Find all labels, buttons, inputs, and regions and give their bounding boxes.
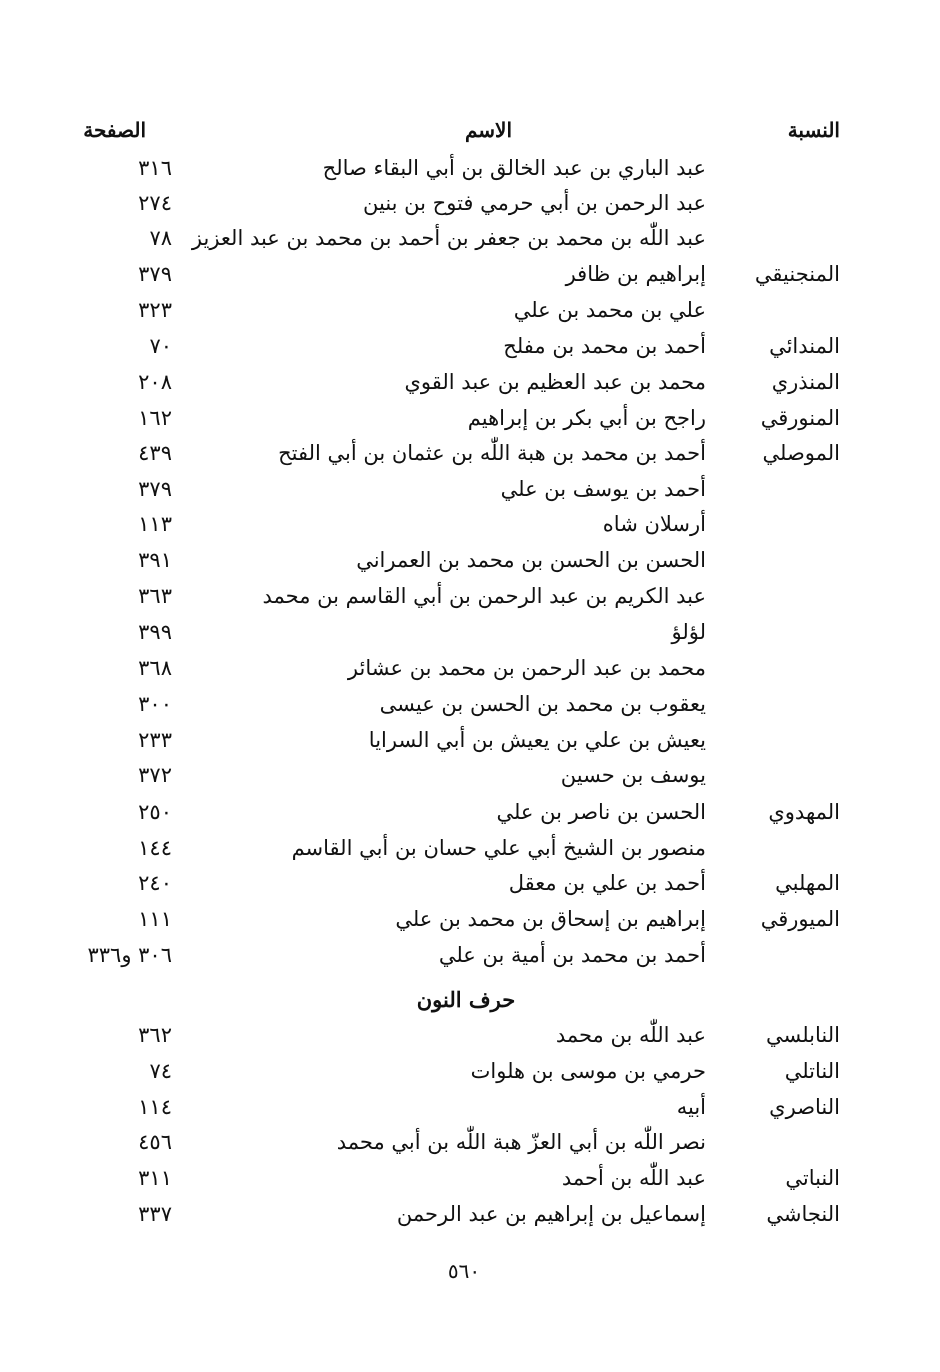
row-name: يوسف بن حسين [560, 763, 706, 787]
table-row [0, 725, 940, 759]
row-page: ٣٠٠ [138, 692, 172, 716]
row-name: إبراهيم بن إسحاق بن محمد بن علي [395, 907, 706, 931]
table-row [0, 1020, 940, 1054]
row-page: ٣٢٣ [138, 298, 172, 322]
row-name: أحمد بن محمد بن أمية بن علي [438, 943, 706, 967]
row-nisba: المنذري [771, 370, 840, 394]
row-page: ١١١ [138, 907, 172, 931]
row-nisba: الموصلي [762, 441, 840, 465]
row-nisba: النباتي [785, 1166, 840, 1190]
table-row [0, 1163, 940, 1197]
header-nisba: النسبة [787, 118, 840, 142]
row-name: محمد بن عبد الرحمن بن محمد بن عشائر [347, 656, 706, 680]
table-row [0, 940, 940, 974]
table-row [0, 259, 940, 293]
table-row [0, 1092, 940, 1126]
table-row [0, 188, 940, 222]
row-name: حرمي بن موسى بن هلوات [470, 1059, 706, 1083]
row-nisba: الناتلي [784, 1059, 840, 1083]
row-name: أحمد بن محمد بن مفلح [503, 334, 706, 358]
row-name: عبد اللّٰه بن أحمد [561, 1166, 706, 1190]
row-page: ٣٣٧ [138, 1202, 172, 1226]
row-name: نصر اللّٰه بن أبي العزّ هبة اللّٰه بن أبي محمد [336, 1130, 706, 1154]
row-name: منصور بن الشيخ أبي علي حسان بن أبي القاسم [291, 836, 706, 860]
row-page: ٣١١ [138, 1166, 172, 1190]
row-name: يعقوب بن محمد بن الحسن بن عيسى [379, 692, 706, 716]
table-row [0, 295, 940, 329]
row-nisba: الناصري [769, 1095, 840, 1119]
row-nisba: المهدوي [768, 800, 840, 824]
row-page: ١٤٤ [138, 836, 172, 860]
row-page: ٣٦٨ [138, 656, 172, 680]
table-row [0, 223, 940, 257]
row-name: الحسن بن الحسن بن محمد بن العمراني [356, 548, 706, 572]
section-title [0, 985, 940, 1015]
row-page: ٤٥٦ [138, 1130, 172, 1154]
row-name: إبراهيم بن ظافر [565, 262, 706, 286]
row-name: الحسن بن ناصر بن علي [496, 800, 706, 824]
row-name: عبد الكريم بن عبد الرحمن بن أبي القاسم بن محمد [262, 584, 706, 608]
row-page: ٢٤٠ [138, 871, 172, 895]
table-row [0, 474, 940, 508]
row-page: ٣٩١ [138, 548, 172, 572]
table-row [0, 1056, 940, 1090]
table-row [0, 904, 940, 938]
table-row [0, 545, 940, 579]
row-page: ١١٣ [138, 512, 172, 536]
row-name: أحمد بن علي بن معقل [508, 871, 706, 895]
header-page: الصفحة [83, 118, 146, 142]
table-row [0, 868, 940, 902]
table-row [0, 1127, 940, 1161]
row-name: يعيش بن علي بن يعيش بن أبي السرايا [368, 728, 706, 752]
row-name: عبد الباري بن عبد الخالق بن أبي البقاء صالح [322, 156, 706, 180]
row-name: عبد اللّٰه بن محمد [555, 1023, 706, 1047]
row-page: ١٦٢ [138, 406, 172, 430]
page-number-text: ٥٦٠ [447, 1259, 481, 1283]
table-row [0, 617, 940, 651]
row-page: ٤٣٩ [138, 441, 172, 465]
row-nisba: المنورقي [760, 406, 840, 430]
row-page: ٣٦٣ [138, 584, 172, 608]
row-name: أرسلان شاه [602, 512, 706, 536]
table-row [0, 797, 940, 831]
table-row [0, 581, 940, 615]
row-nisba: المهلبي [775, 871, 840, 895]
row-name: أبيه [676, 1095, 706, 1119]
table-row [0, 509, 940, 543]
row-page: ٣٩٩ [138, 620, 172, 644]
table-row [0, 1199, 940, 1233]
row-name: إسماعيل بن إبراهيم بن عبد الرحمن [396, 1202, 706, 1226]
table-row [0, 833, 940, 867]
row-page: ٣٧٩ [138, 477, 172, 501]
row-name: عبد اللّٰه بن محمد بن جعفر بن أحمد بن محمد بن عبد العزيز [191, 226, 706, 250]
table-row [0, 438, 940, 472]
row-page: ٢٠٨ [138, 370, 172, 394]
section-title-text: حرف النون [416, 987, 516, 1012]
row-page: ٣٧٩ [138, 262, 172, 286]
row-page: ١١٤ [138, 1095, 172, 1119]
row-page: ٧٤ [149, 1059, 172, 1083]
page-number [0, 1256, 940, 1286]
table-row [0, 760, 940, 794]
row-name: عبد الرحمن بن أبي حرمي فتوح بن بنين [363, 191, 706, 215]
row-nisba: المنجنيقي [754, 262, 840, 286]
header-name: الاسم [464, 118, 512, 142]
row-name: أحمد بن يوسف بن علي [500, 477, 706, 501]
row-name: راجح بن أبي بكر بن إبراهيم [467, 406, 706, 430]
row-page: ٧٠ [149, 334, 172, 358]
row-name: أحمد بن محمد بن هبة اللّٰه بن عثمان بن أبي الفتح [278, 441, 706, 465]
row-page: ٢٣٣ [138, 728, 172, 752]
row-page: ٢٥٠ [138, 800, 172, 824]
row-name: لؤلؤ [671, 620, 706, 644]
table-row [0, 689, 940, 723]
row-page: ٣٧٢ [138, 763, 172, 787]
row-page: ٣٠٦ و٣٣٦ [87, 943, 172, 967]
table-row [0, 653, 940, 687]
row-page: ٣٦٢ [138, 1023, 172, 1047]
row-nisba: الميورقي [760, 907, 840, 931]
table-header [0, 115, 940, 149]
row-nisba: النجاشي [766, 1202, 840, 1226]
table-row [0, 367, 940, 401]
row-nisba: المندائي [769, 334, 840, 358]
row-page: ٣١٦ [138, 156, 172, 180]
row-nisba: النابلسي [765, 1023, 840, 1047]
table-row [0, 403, 940, 437]
row-page: ٧٨ [149, 226, 172, 250]
row-page: ٢٧٤ [138, 191, 172, 215]
table-row [0, 331, 940, 365]
row-name: علي بن محمد بن علي [513, 298, 706, 322]
table-row [0, 153, 940, 187]
row-name: محمد بن عبد العظيم بن عبد القوي [404, 370, 706, 394]
